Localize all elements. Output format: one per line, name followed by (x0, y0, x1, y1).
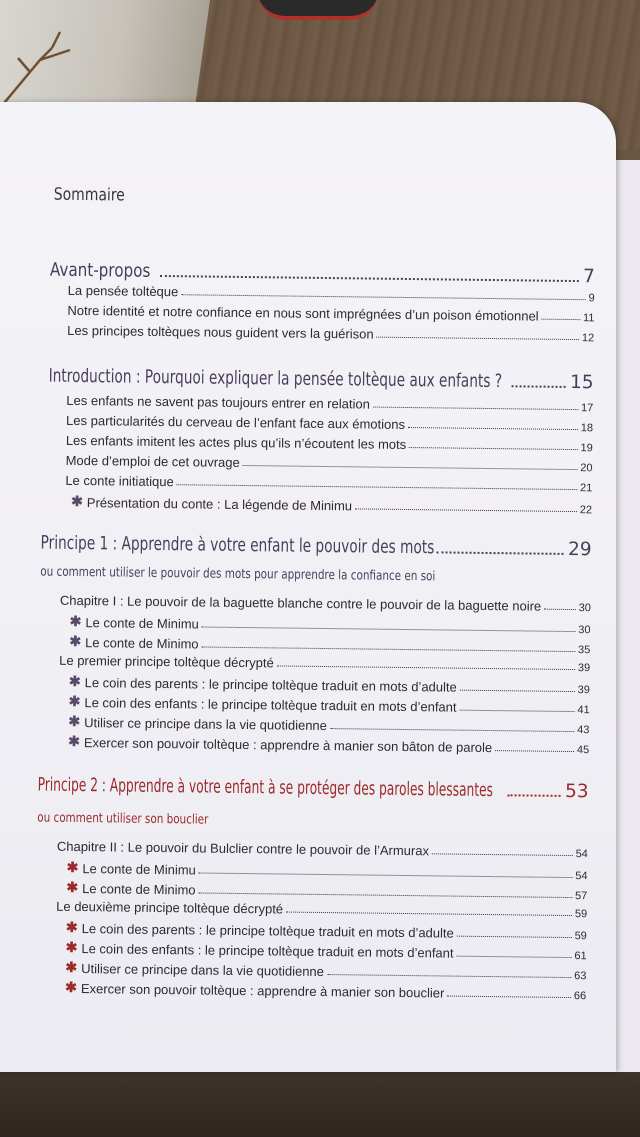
toc-entry: Les principes toltèques nous guident vers la guérison 12 (67, 322, 595, 345)
asterisk-icon: ✱ (65, 958, 78, 976)
leader-dots (437, 551, 564, 555)
section-page-number: 53 (564, 780, 589, 803)
asterisk-icon: ✱ (68, 672, 81, 690)
leader-dots (511, 385, 566, 388)
table-of-contents (0, 102, 616, 1079)
section-page-number: 29 (567, 538, 592, 561)
toc-heading: Sommaire (53, 184, 125, 206)
asterisk-icon: ✱ (66, 858, 79, 876)
toc-entry: Chapitre II : Le pouvoir du Bulclier contre le pouvoir de l’Armurax 54 (56, 838, 588, 861)
toc-entry: Les particularités du cerveau de l’enfant face aux émotions 18 (66, 412, 594, 435)
toc-entry: ✱ Le coin des enfants : le principe toltèque traduit en mots d’enfant 41 (68, 692, 590, 717)
toc-entry: Le conte initiatique 21 (65, 472, 593, 495)
toc-entry: Mode d’emploi de cet ouvrage 20 (65, 452, 593, 475)
asterisk-icon: ✱ (71, 492, 83, 510)
section-title-text: Avant-propos (49, 259, 151, 282)
asterisk-icon: ✱ (68, 692, 81, 710)
asterisk-icon: ✱ (65, 938, 78, 956)
asterisk-icon: ✱ (68, 712, 81, 730)
asterisk-icon: ✱ (66, 878, 79, 896)
asterisk-icon: ✱ (69, 632, 82, 650)
toc-entry: Chapitre I : Le pouvoir de la baguette blanche contre le pouvoir de la baguette noire 30 (59, 592, 591, 615)
leader-dots (160, 275, 579, 282)
toc-entry: ✱ Utiliser ce principe dans la vie quotidienne 43 (68, 712, 590, 737)
toc-entry: La pensée toltèque 9 (67, 282, 595, 305)
floor (0, 1072, 640, 1137)
section-title-text: Principe 2 : Apprendre à votre enfant à se protéger des paroles blessantes (37, 774, 494, 802)
toc-entry: ✱ Exercer son pouvoir toltèque : apprendre à manier son bouclier 66 (65, 978, 587, 1003)
toc-entry: ✱ Utiliser ce principe dans la vie quotidienne 63 (65, 958, 587, 983)
asterisk-icon: ✱ (65, 978, 78, 996)
book-page (0, 102, 616, 1072)
toc-entry: ✱ Le conte de Minimu 54 (66, 858, 588, 883)
toc-entry: ✱ Le conte de Minimo 35 (69, 632, 591, 657)
toc-entry: ✱ Le coin des enfants : le principe toltèque traduit en mots d’enfant 61 (65, 938, 587, 963)
twig-decoration (0, 20, 90, 110)
toc-entry: Notre identité et notre confiance en nous sont imprégnées d’un poison émotionnel 11 (67, 302, 595, 325)
section-title-text: Introduction : Pourquoi expliquer la pensée toltèque aux enfants ? (48, 365, 503, 393)
asterisk-icon: ✱ (68, 732, 81, 750)
section-page-number: 7 (583, 266, 596, 288)
section-subtitle: ou comment utiliser son bouclier (37, 810, 209, 828)
section-title-introduction (49, 366, 594, 394)
toc-entry: Les enfants ne savent pas toujours entrer en relation 17 (66, 392, 594, 415)
section-title-text: Principe 1 : Apprendre à votre enfant le pouvoir des mots (40, 532, 435, 559)
section-page-number: 15 (569, 371, 594, 394)
toc-entry: ✱ Le conte de Minimo 57 (66, 878, 588, 903)
leader-dots (507, 794, 561, 797)
section-subtitle: ou comment utiliser le pouvoir des mots pour apprendre la confiance en soi (40, 564, 436, 585)
toc-entry: Le deuxième principe toltèque décrypté 59 (56, 898, 588, 921)
toc-entry: ✱ Le coin des parents : le principe toltèque traduit en mots d’adulte 59 (65, 918, 587, 943)
bottle-cap (258, 0, 378, 20)
asterisk-icon: ✱ (65, 918, 78, 936)
section-title-principe-2 (38, 775, 589, 803)
asterisk-icon: ✱ (69, 612, 82, 630)
toc-entry: Les enfants imitent les actes plus qu’ils n’écoutent les mots 19 (65, 432, 593, 455)
toc-entry: ✱ Le coin des parents : le principe toltèque traduit en mots d’adulte 39 (68, 672, 590, 697)
toc-entry: ✱ Exercer son pouvoir toltèque : apprendre à manier son bâton de parole 45 (68, 732, 590, 757)
toc-entry: Le premier principe toltèque décrypté 39 (59, 652, 591, 675)
section-title-principe-1 (40, 533, 591, 561)
toc-entry: ✱ Présentation du conte : La légende de Minimu 22 (71, 492, 593, 517)
toc-entry: ✱ Le conte de Minimu 30 (69, 612, 591, 637)
